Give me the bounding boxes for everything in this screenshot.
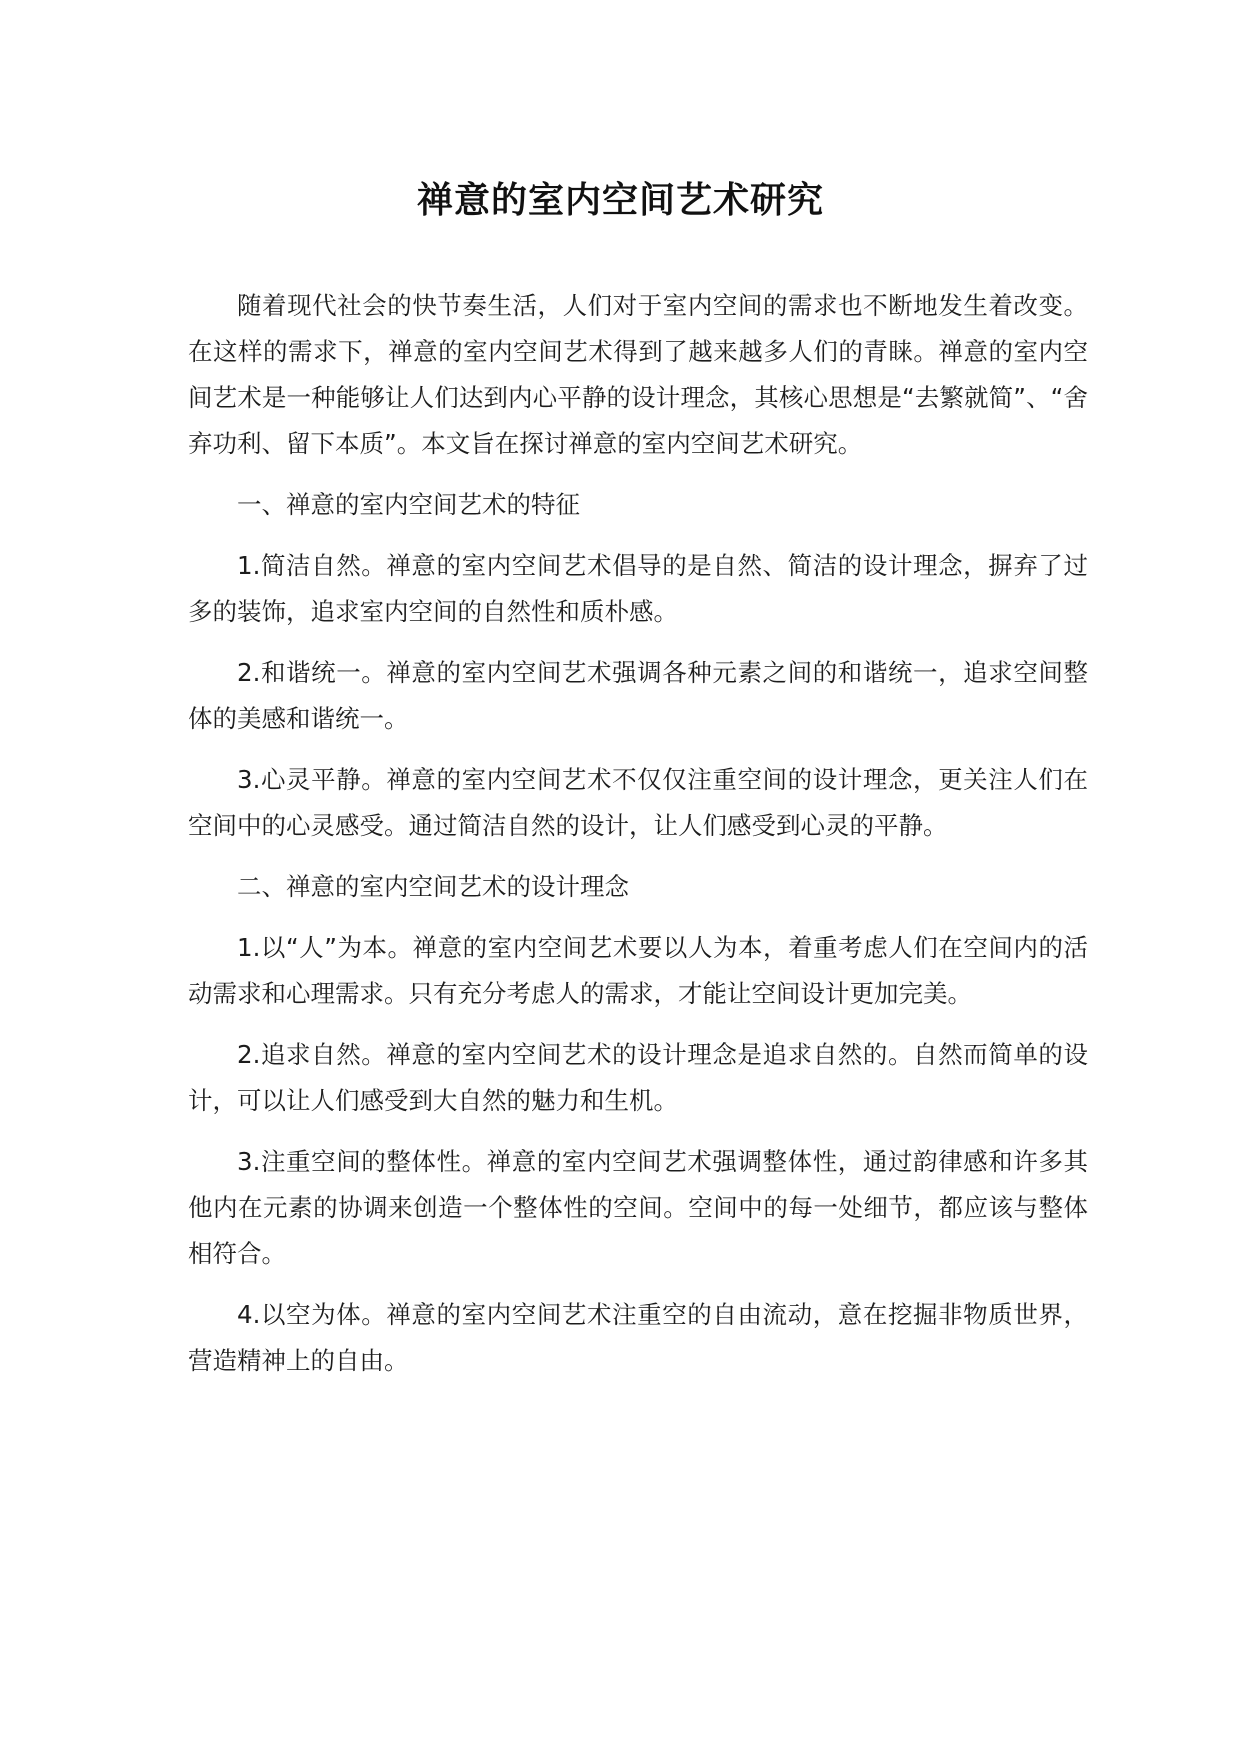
intro-paragraph: 随着现代社会的快节奏生活，人们对于室内空间的需求也不断地发生着改变。在这样的需求下，禅意的室内空间艺术得到了越来越多人们的青睐。禅意的室内空间艺术是一种能够让人们达到内心平静的设计理念，其核心思想是“去繁就简”、“舍弃功利、留下本质”。本文旨在探讨禅意的室内空间艺术研究。 — [188, 291, 1088, 458]
concept-paragraph-4: 4.以空为体。禅意的室内空间艺术注重空的自由流动，意在挖掘非物质世界，营造精神上的自由。 — [188, 1300, 1088, 1375]
feature-paragraph-2: 2.和谐统一。禅意的室内空间艺术强调各种元素之间的和谐统一，追求空间整体的美感和谐统一。 — [188, 658, 1088, 733]
concept-paragraph-3: 3.注重空间的整体性。禅意的室内空间艺术强调整体性，通过韵律感和许多其他内在元素的协调来创造一个整体性的空间。空间中的每一处细节，都应该与整体相符合。 — [188, 1147, 1088, 1268]
document-title: 禅意的室内空间艺术研究 — [416, 180, 824, 221]
feature-paragraph-3: 3.心灵平静。禅意的室内空间艺术不仅仅注重空间的设计理念，更关注人们在空间中的心灵感受。通过简洁自然的设计，让人们感受到心灵的平静。 — [188, 765, 1088, 840]
concept-paragraph-2: 2.追求自然。禅意的室内空间艺术的设计理念是追求自然的。自然而简单的设计，可以让人们感受到大自然的魅力和生机。 — [188, 1040, 1088, 1115]
section-heading-concepts: 二、禅意的室内空间艺术的设计理念 — [237, 872, 629, 901]
feature-paragraph-1: 1.简洁自然。禅意的室内空间艺术倡导的是自然、简洁的设计理念，摒弃了过多的装饰，追求室内空间的自然性和质朴感。 — [188, 551, 1088, 626]
section-heading-features: 一、禅意的室内空间艺术的特征 — [237, 490, 580, 519]
document-body — [188, 283, 1088, 1399]
concept-paragraph-1: 1.以“人”为本。禅意的室内空间艺术要以人为本，着重考虑人们在空间内的活动需求和心理需求。只有充分考虑人的需求，才能让空间设计更加完美。 — [188, 933, 1088, 1008]
